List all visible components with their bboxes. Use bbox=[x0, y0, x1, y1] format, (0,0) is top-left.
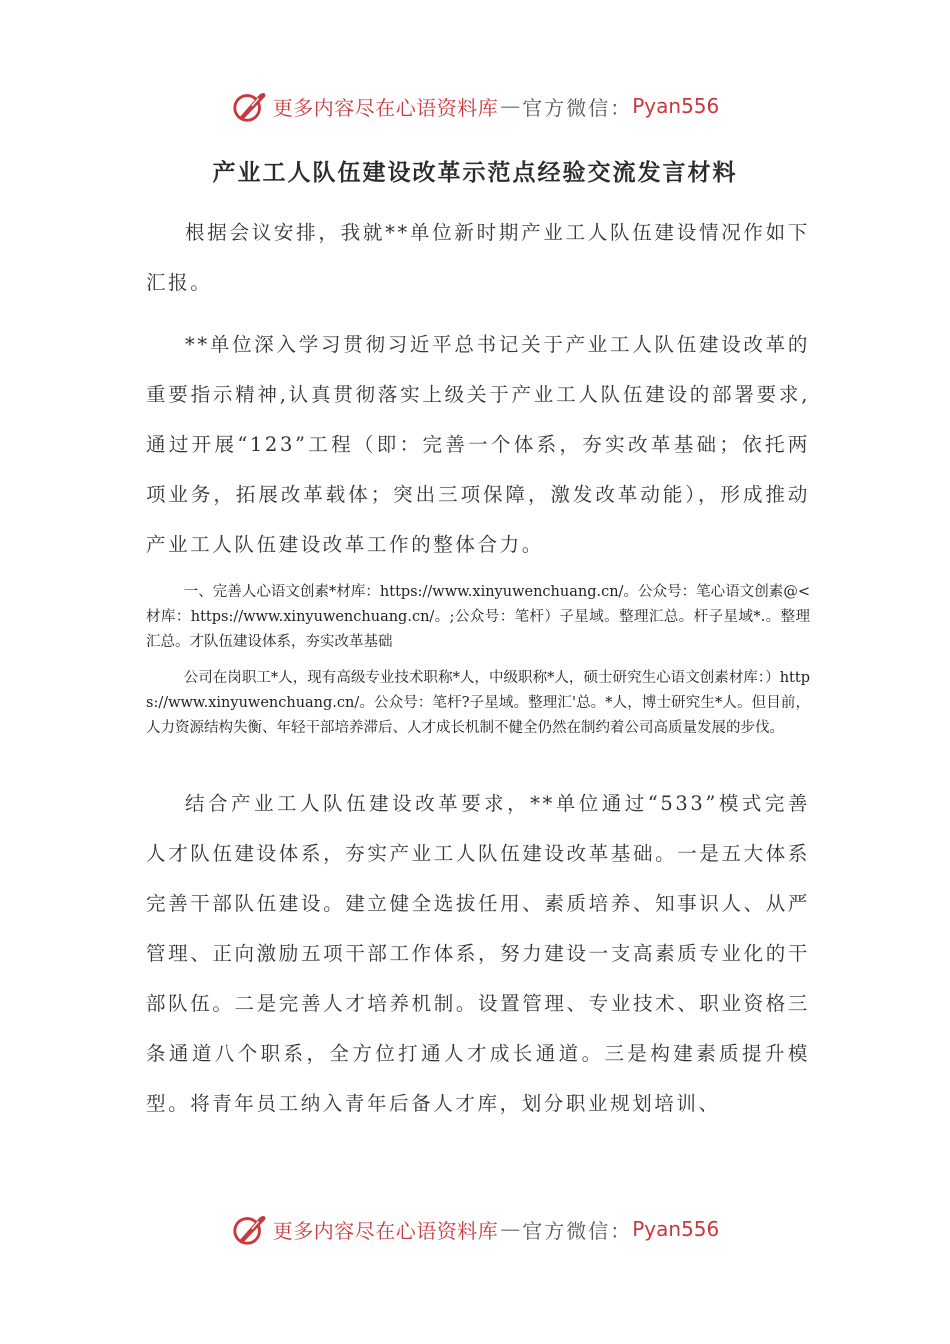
footer-banner bbox=[0, 1207, 950, 1251]
banner-dash: — bbox=[500, 1217, 521, 1241]
paragraph-overview: **单位深入学习贯彻习近平总书记关于产业工人队伍建设改革的重要指示精神,认真贯彻落实上级关于产业工人队伍建设的部署要求,通过开展“123”工程（即：完善一个体系，夯实改革基础；依托两项业务，拓展改革载体；突出三项保障，激发改革动能），形成推动产业工人队伍建设改革工作的整体合力。 bbox=[146, 333, 810, 556]
banner-wechat-id: Pyan556 bbox=[632, 1217, 720, 1241]
paragraph-staff-info: 公司在岗职工*人，现有高级专业技术职称*人，中级职称*人，硕士研究生心语文创素材库：）https://www.xinyuwenchuang.cn/。公众号：笔杆?子星域。整理汇'总。*人，博士研究生*人。但目前，人力资源结构失衡、年轻干部培养滞后、人才成长机制不健全仍然在制约着公司高质量发展的步伐。 bbox=[146, 670, 810, 736]
banner-brand: 更多内容尽在心语资料库 bbox=[272, 1218, 499, 1243]
banner-dash: — bbox=[500, 94, 521, 118]
banner-wechat-label: 官方微信： bbox=[522, 95, 633, 120]
banner-wechat-id: Pyan556 bbox=[632, 94, 720, 118]
quill-logo-icon bbox=[231, 87, 269, 125]
paragraph-intro: 根据会议安排，我就**单位新时期产业工人队伍建设情况作如下汇报。 bbox=[146, 221, 810, 294]
banner-brand: 更多内容尽在心语资料库 bbox=[272, 95, 499, 120]
paragraph-section-heading: 一、完善人心语文创素*材库：https://www.xinyuwenchuang.cn/。公众号：笔心语文创素@<材库：https://www.xinyuwenchuang.cn/。;公众号：笔杆）子星域。整理汇总。杆子星域*.。整理汇总。才队伍建设体系，夯实改革基础 bbox=[146, 584, 810, 650]
quill-logo-icon bbox=[231, 1210, 269, 1248]
paragraph-533-model: 结合产业工人队伍建设改革要求，**单位通过“533”模式完善人才队伍建设体系，夯实产业工人队伍建设改革基础。一是五大体系完善干部队伍建设。建立健全选拔任用、素质培养、知事识人、从严管理、正向激励五项干部工作体系，努力建设一支高素质专业化的干部队伍。二是完善人才培养机制。设置管理、专业技术、职业资格三条通道八个职系，全方位打通人才成长通道。三是构建素质提升模型。将青年员工纳入青年后备人才库，划分职业规划培训、 bbox=[146, 792, 810, 1115]
banner-wechat-label: 官方微信： bbox=[522, 1218, 633, 1243]
header-banner bbox=[0, 84, 950, 128]
document-title: 产业工人队伍建设改革示范点经验交流发言材料 bbox=[212, 160, 738, 186]
